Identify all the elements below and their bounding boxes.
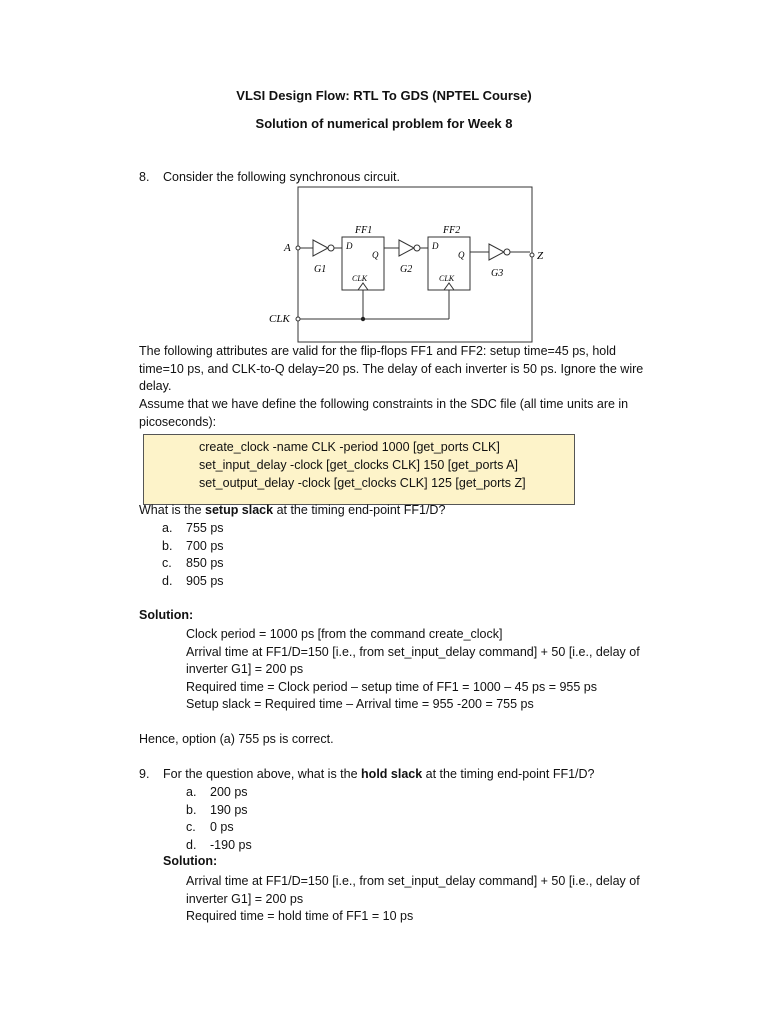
question-8-solution bbox=[186, 626, 640, 714]
option-letter: d. bbox=[186, 837, 197, 852]
solution-line: Required time = hold time of FF1 = 10 ps bbox=[186, 909, 414, 923]
attributes-line: time=10 ps, and CLK-to-Q delay=20 ps. The delay of each inverter is 50 ps. Ignore the wire bbox=[139, 361, 644, 376]
ff1-q-label: Q bbox=[372, 250, 379, 260]
constraints-line: picoseconds): bbox=[139, 414, 217, 429]
solution-line: Arrival time at FF1/D=150 [i.e., from set_input_delay command] + 50 [i.e., delay of bbox=[186, 644, 640, 659]
option-letter: b. bbox=[162, 538, 173, 553]
option-letter: c. bbox=[186, 820, 196, 834]
circuit-diagram bbox=[268, 186, 544, 344]
g3-bubble bbox=[504, 249, 510, 255]
question-9-number: 9. bbox=[139, 767, 150, 781]
solution-line: inverter G1] = 200 ps bbox=[186, 662, 304, 676]
attributes-paragraph bbox=[139, 343, 643, 396]
document-title: VLSI Design Flow: RTL To GDS (NPTEL Course) bbox=[236, 88, 532, 103]
option-item bbox=[162, 538, 224, 556]
constraints-line: Assume that we have define the following constraints in the SDC file (all time units are in bbox=[139, 397, 629, 411]
option-text: 700 ps bbox=[186, 538, 224, 553]
option-letter: d. bbox=[162, 573, 173, 588]
ff2-q-label: Q bbox=[458, 250, 465, 260]
constraints-paragraph bbox=[139, 396, 628, 431]
g1-bubble bbox=[328, 245, 334, 251]
input-a-label: A bbox=[284, 242, 291, 254]
solution-line: inverter G1] = 200 ps bbox=[186, 891, 304, 906]
question-8-options bbox=[162, 520, 224, 590]
output-z-pin bbox=[530, 253, 534, 257]
option-text: 755 ps bbox=[186, 521, 224, 535]
option-letter: b. bbox=[186, 802, 197, 817]
solution-line: Required time = Clock period – setup time of FF1 = 1000 – 45 ps = 955 ps bbox=[186, 679, 597, 694]
ff2-label: FF2 bbox=[443, 225, 461, 236]
question-9-text bbox=[163, 767, 595, 781]
option-letter: c. bbox=[162, 556, 172, 570]
question-8-prompt: Consider the following synchronous circuit. bbox=[163, 170, 400, 184]
question-9-options bbox=[186, 784, 252, 854]
question-8-solution-label: Solution: bbox=[139, 608, 194, 622]
ff2-clk-label: CLK bbox=[439, 274, 455, 283]
sdc-line: set_input_delay -clock [get_clocks CLK] 150 [get_ports A] bbox=[199, 458, 518, 472]
sdc-line: set_output_delay -clock [get_clocks CLK] 125 [get_ports Z] bbox=[199, 476, 526, 490]
option-text: 0 ps bbox=[210, 820, 234, 834]
attributes-line: The following attributes are valid for the flip-flops FF1 and FF2: setup time=45 ps, hold bbox=[139, 344, 616, 358]
question-8-keyword: setup slack bbox=[205, 503, 274, 517]
document-subtitle: Solution of numerical problem for Week 8 bbox=[255, 116, 513, 131]
question-8-conclusion: Hence, option (a) 755 ps is correct. bbox=[139, 732, 334, 746]
option-item bbox=[162, 555, 224, 573]
option-text: 905 ps bbox=[186, 573, 224, 588]
g3-label: G3 bbox=[491, 268, 504, 279]
option-text: 190 ps bbox=[210, 802, 248, 817]
question-9-solution-label: Solution: bbox=[163, 854, 218, 868]
solution-line: Setup slack = Required time – Arrival time = 955 -200 = 755 ps bbox=[186, 697, 534, 711]
question-9-solution bbox=[186, 873, 640, 926]
sdc-line: create_clock -name CLK -period 1000 [get_ports CLK] bbox=[199, 440, 500, 454]
ff2-d-label: D bbox=[432, 241, 439, 251]
sdc-code-box bbox=[143, 434, 575, 505]
option-text: 850 ps bbox=[186, 556, 224, 570]
output-z-label: Z bbox=[537, 250, 544, 262]
option-item bbox=[162, 520, 224, 538]
option-item bbox=[186, 819, 252, 837]
input-a-pin bbox=[296, 246, 300, 250]
g2-bubble bbox=[414, 245, 420, 251]
ff1-label: FF1 bbox=[355, 225, 373, 236]
attributes-line: delay. bbox=[139, 379, 172, 393]
ff1-clk-label: CLK bbox=[352, 274, 368, 283]
option-text: 200 ps bbox=[210, 785, 248, 799]
option-letter: a. bbox=[186, 785, 197, 799]
question-9-text-post: at the timing end-point FF1/D? bbox=[422, 767, 595, 781]
option-item bbox=[186, 784, 252, 802]
solution-line: Arrival time at FF1/D=150 [i.e., from set_input_delay command] + 50 [i.e., delay of bbox=[186, 874, 640, 888]
option-item bbox=[162, 573, 224, 591]
g1-label: G1 bbox=[314, 264, 327, 275]
option-item bbox=[186, 802, 252, 820]
question-9-keyword: hold slack bbox=[361, 767, 423, 781]
question-8-text-post: at the timing end-point FF1/D? bbox=[273, 503, 446, 517]
option-item bbox=[186, 837, 252, 855]
clk-junction-dot bbox=[361, 317, 365, 321]
clk-input-pin bbox=[296, 317, 300, 321]
clk-input-label: CLK bbox=[269, 313, 290, 325]
ff1-d-label: D bbox=[346, 241, 353, 251]
solution-line: Clock period = 1000 ps [from the command create_clock] bbox=[186, 627, 503, 641]
question-9-text-pre: For the question above, what is the bbox=[163, 767, 362, 781]
option-text: -190 ps bbox=[210, 837, 252, 852]
question-8-text-pre: What is the bbox=[139, 503, 205, 517]
question-8-number: 8. bbox=[139, 170, 150, 184]
question-8-text bbox=[139, 503, 445, 517]
g2-label: G2 bbox=[400, 264, 413, 275]
option-letter: a. bbox=[162, 521, 173, 535]
